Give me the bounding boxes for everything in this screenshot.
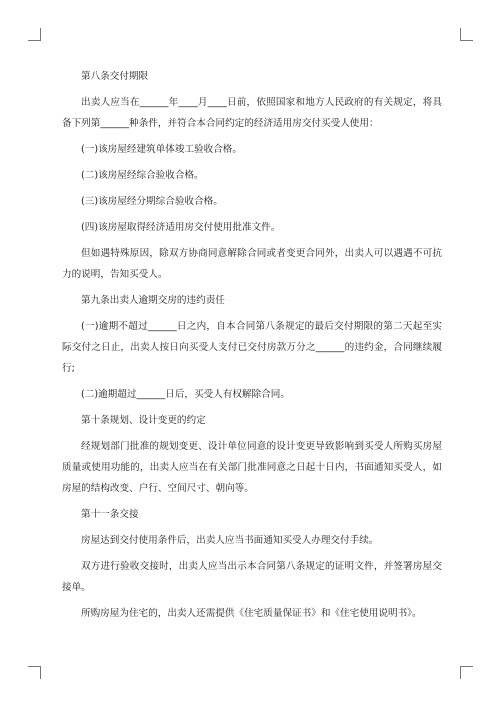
crop-mark-top-left [28, 28, 41, 41]
crop-mark-bottom-right [460, 666, 473, 679]
article-8-body: 出卖人应当在______年____月____日前，依照国家和地方人民政府的有关规定，将具备下列第______种条件，并符合本合同约定的经济适用房交付买受人使用： [62, 97, 442, 129]
article-11-body-3: 所购房屋为住宅的，出卖人还需提供《住宅质量保证书》和《住宅使用说明书》。 [81, 608, 422, 619]
article-11-heading: 第十一条交接 [81, 509, 139, 520]
article-10-body: 经规划部门批准的规划变更、设计单位同意的设计变更导致影响到买受人所购买房屋质量或使用功能的，出卖人应当在有关部门批准同意之日起十日内，书面通知买受人，如房屋的结构改变、户行、空间尺寸、朝向等。 [62, 441, 442, 494]
delay-clause-1: (一)逾期不超过______日之内，自本合同第八条规定的最后交付期限的第二天起至实际交付之日止，出卖人按日向买受人支付已交付房款万分之______的违约金，合同继续履行; [62, 321, 442, 374]
condition-item-3: (三)该房屋经分期综合验收合格。 [81, 196, 223, 207]
article-10-heading: 第十条规划、设计变更的约定 [81, 415, 206, 426]
condition-item-4: (四)该房屋取得经济适用房交付使用批准文件。 [81, 222, 281, 233]
article-11-body-2: 双方进行验收交接时，出卖人应当出示本合同第八条规定的证明文件，并签署房屋交接单。 [62, 561, 442, 593]
crop-mark-top-right [460, 28, 473, 41]
article-9-heading: 第九条出卖人逾期交房的违约责任 [81, 295, 225, 306]
force-majeure-paragraph: 但如遇特殊原因，除双方协商同意解除合同或者变更合同外，出卖人可以遇遇不可抗力的说明，告知买受人。 [62, 248, 442, 280]
condition-item-2: (二)该房屋经综合验收合格。 [81, 170, 204, 181]
article-8-heading: 第八条交付期限 [81, 71, 149, 82]
crop-mark-bottom-left [28, 666, 41, 679]
condition-item-1: (一)该房屋经建筑单体竣工验收合格。 [81, 144, 242, 155]
delay-clause-2: (二)逾期超过______日后，买受人有权解除合同。 [81, 389, 290, 400]
article-11-body-1: 房屋达到交付使用条件后，出卖人应当书面通知买受人办理交付手续。 [81, 535, 379, 546]
document-body [62, 66, 442, 629]
